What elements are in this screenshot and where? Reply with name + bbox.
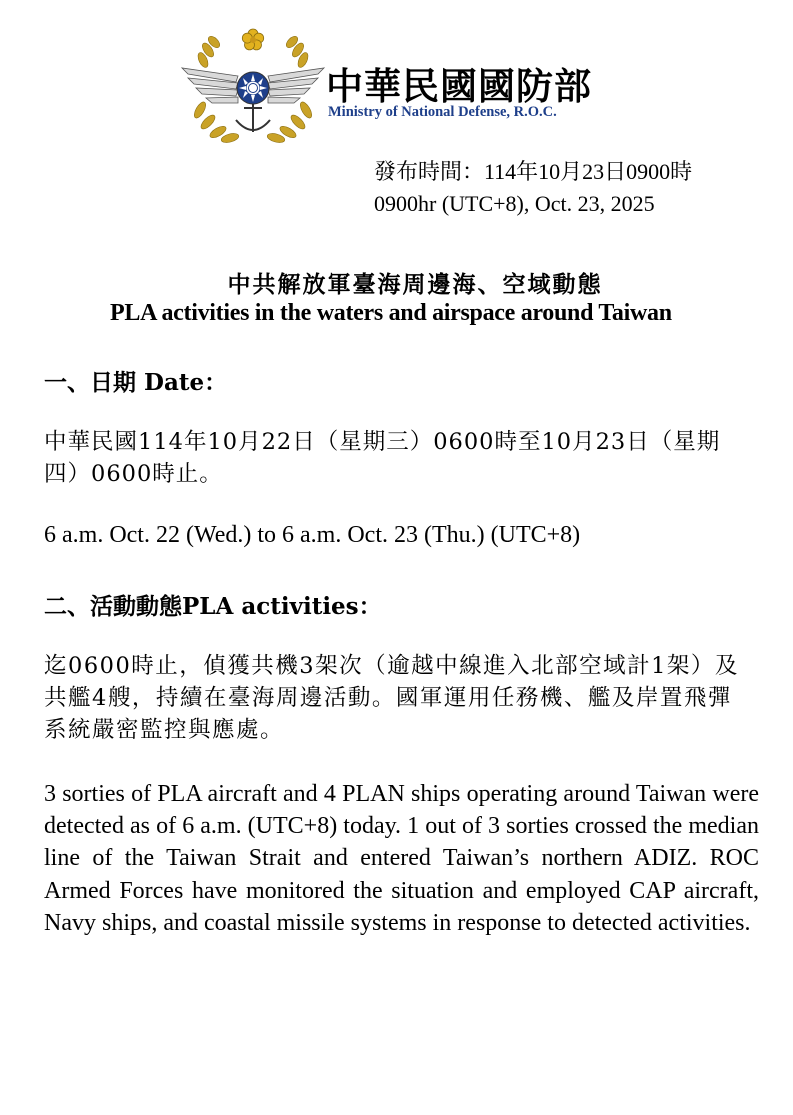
section-date-text-en: 6 a.m. Oct. 22 (Wed.) to 6 a.m. Oct. 23 (Thu.) (UTC+8)	[44, 522, 581, 548]
release-time-zh: 發布時間：114年10月23日0900時	[374, 159, 693, 184]
org-name-en: Ministry of National Defense, R.O.C.	[328, 104, 557, 120]
release-time	[374, 156, 692, 220]
section-date-heading: 一、日期 Date：	[44, 369, 228, 396]
section-date-text-zh: 中華民國114年10月22日（星期三）0600時至10月23日（星期四）0600時止。	[44, 429, 721, 487]
release-time-en: 0900hr (UTC+8), Oct. 23, 2025	[374, 191, 655, 216]
document-title-zh: 中共解放軍臺海周邊海、空域動態	[227, 271, 603, 298]
document-title-en: PLA activities in the waters and airspace around Taiwan	[110, 300, 672, 326]
section-activities-text-zh: 迄0600時止，偵獲共機3架次（逾越中線進入北部空域計1架）及共艦4艘，持續在臺海周邊活動。國軍運用任務機、艦及岸置飛彈系統嚴密監控與應處。	[44, 653, 739, 743]
section-activities-heading: 二、活動動態PLA activities：	[44, 593, 382, 620]
section-activities-text-en: 3 sorties of PLA aircraft and 4 PLAN ships operating around Taiwan were detected as of 6 a.m. (UTC+8) today. 1 out of 3 sorties crossed the median line of the Taiwan Strait and entered Taiwan’s northern ADIZ. ROC Armed Forces have monitored the situation and employed CAP aircraft, Navy ships, and coastal missile systems in response to detected activities.	[44, 781, 759, 936]
ministry-emblem-icon	[178, 28, 328, 146]
org-name-zh: 中華民國國防部	[326, 65, 592, 108]
